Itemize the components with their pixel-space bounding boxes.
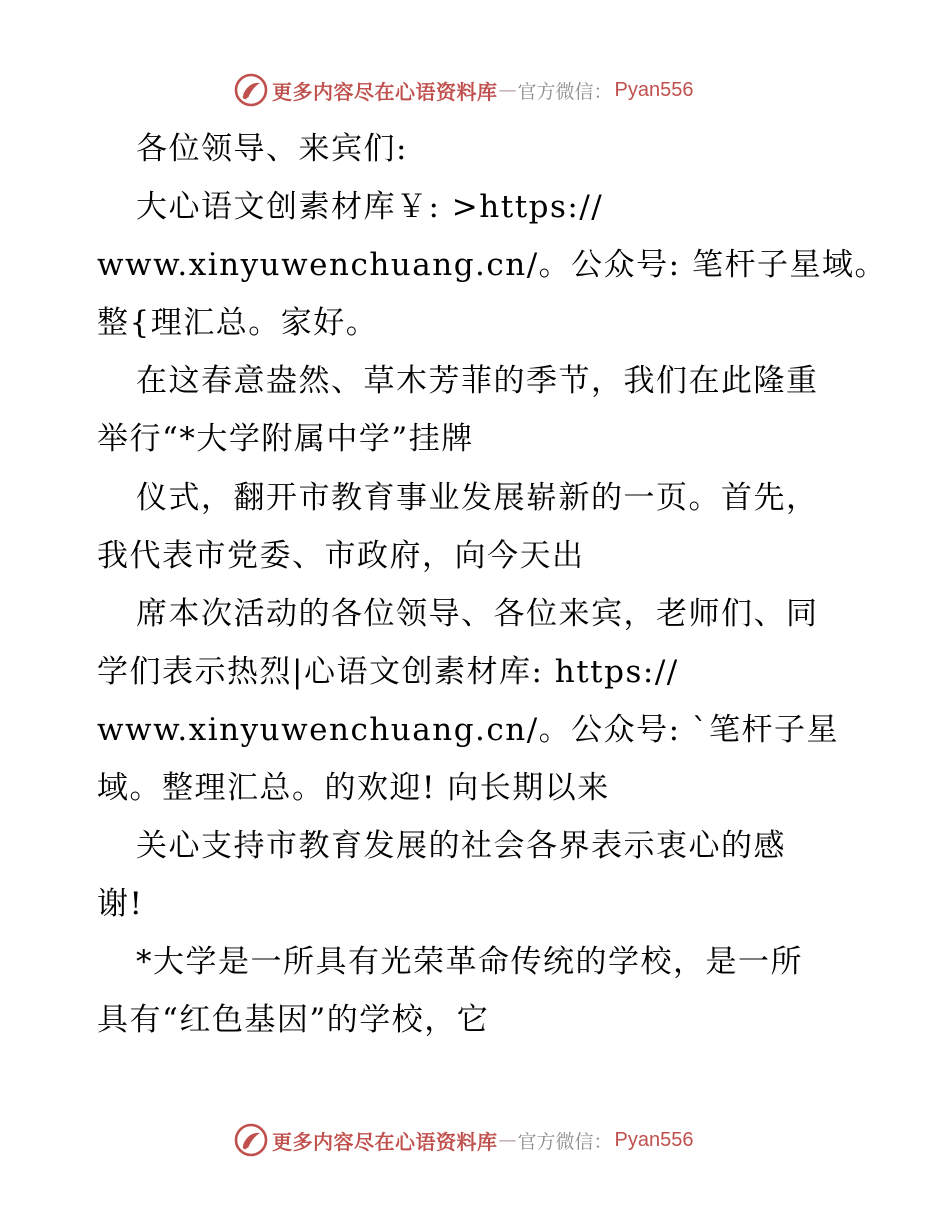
body-line: 席本次活动的各位领导、各位来宾，老师们、同	[136, 596, 819, 632]
footer-wechat-label: 官方微信：	[517, 1130, 613, 1153]
body-line: 举行“*大学附属中学”挂牌	[97, 421, 474, 457]
header-wechat-label: 官方微信：	[517, 80, 613, 103]
header-dash: —	[498, 79, 517, 101]
footer-brand-text: 更多内容尽在心语资料库	[272, 1129, 498, 1154]
body-line: 谢!	[97, 886, 144, 922]
body-line: 学们表示热烈|心语文创素材库: https://	[97, 654, 679, 690]
footer-banner	[234, 1122, 693, 1158]
body-line: 在这春意盎然、草木芳菲的季节，我们在此隆重	[136, 363, 819, 399]
header-banner	[234, 72, 693, 108]
footer-wechat-id: Pyan556	[614, 1128, 694, 1151]
body-line: www.xinyuwenchuang.cn/。公众号: `笔杆子星	[97, 712, 839, 748]
body-line: 域。整理汇总。的欢迎! 向长期以来	[97, 770, 610, 806]
brand-logo-icon	[234, 1123, 268, 1157]
body-line: *大学是一所具有光荣革命传统的学校，是一所	[136, 944, 803, 980]
body-line: 我代表市党委、市政府，向今天出	[97, 538, 585, 574]
body-line: 仪式，翻开市教育事业发展崭新的一页。首先，	[136, 480, 819, 516]
body-line: www.xinyuwenchuang.cn/。公众号: 笔杆子星域。	[97, 247, 887, 283]
body-line: 具有“红色基因”的学校，它	[97, 1002, 490, 1038]
header-wechat-id: Pyan556	[614, 78, 694, 101]
body-line: 关心支持市教育发展的社会各界表示衷心的感	[136, 828, 786, 864]
body-line: 大心语文创素材库￥: >https://	[136, 189, 604, 225]
header-brand-text: 更多内容尽在心语资料库	[272, 79, 498, 104]
footer-dash: —	[498, 1129, 517, 1151]
body-line: 整{理汇总。家好。	[97, 305, 379, 341]
body-line: 各位领导、来宾们:	[136, 131, 408, 167]
brand-logo-icon	[234, 73, 268, 107]
